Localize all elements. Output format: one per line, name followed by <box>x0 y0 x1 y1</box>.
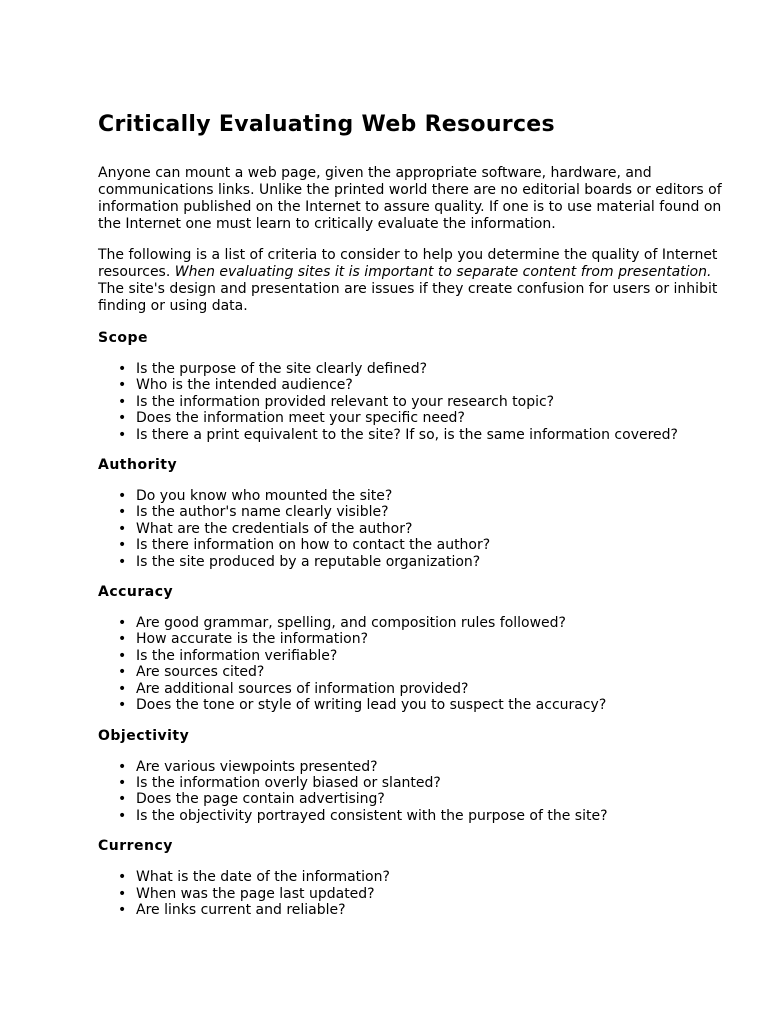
list-item: • Does the tone or style of writing lead you to suspect the accuracy? <box>98 697 738 713</box>
list-item: • Is the objectivity portrayed consistent with the purpose of the site? <box>98 808 738 824</box>
section-heading-authority: Authority <box>98 457 178 474</box>
list-item: • Does the information meet your specific need? <box>98 410 738 426</box>
list-item: • Are various viewpoints presented? <box>98 759 738 775</box>
section-heading-currency: Currency <box>98 838 173 855</box>
section-heading-scope: Scope <box>98 330 149 346</box>
list-item: • Are additional sources of information provided? <box>98 681 738 697</box>
list-item: • Is there information on how to contact the author? <box>98 537 738 553</box>
list-item: • Do you know who mounted the site? <box>98 488 738 504</box>
scope-list <box>98 361 738 443</box>
list-item: • What are the credentials of the author? <box>98 521 738 537</box>
list-item: • Are sources cited? <box>98 664 738 680</box>
list-item: • Are good grammar, spelling, and composition rules followed? <box>98 615 738 631</box>
list-item: • Is the information overly biased or slanted? <box>98 775 738 791</box>
criteria-emphasis: When evaluating sites it is important to separate content from presentation. <box>174 264 712 280</box>
list-item: • Is the purpose of the site clearly defined? <box>98 361 738 377</box>
objectivity-list <box>98 759 738 825</box>
page-title: Critically Evaluating Web Resources <box>98 112 555 137</box>
list-item: • Is the author's name clearly visible? <box>98 504 738 520</box>
list-item: • Is the information provided relevant to your research topic? <box>98 394 738 410</box>
criteria-lead: The following is a list of criteria to consider to help you determine the quality of Internet resources. <box>98 247 718 280</box>
authority-list <box>98 488 738 570</box>
criteria-tail: The site's design and presentation are issues if they create confusion for users or inhibit finding or using data. <box>98 281 718 314</box>
document-page <box>98 111 738 931</box>
intro-paragraph: Anyone can mount a web page, given the appropriate software, hardware, and communications links. Unlike the printed world there are no editorial boards or editors of information published on the Internet to assure quality. If one is to use material found on the Internet one must learn to critically evaluate the information. <box>98 165 722 232</box>
list-item: • Are links current and reliable? <box>98 902 738 918</box>
criteria-paragraph <box>98 247 738 315</box>
list-item: • What is the date of the information? <box>98 869 738 885</box>
list-item: • How accurate is the information? <box>98 631 738 647</box>
list-item: • Is there a print equivalent to the site? If so, is the same information covered? <box>98 427 738 443</box>
currency-list <box>98 869 738 918</box>
accuracy-list <box>98 615 738 713</box>
list-item: • When was the page last updated? <box>98 886 738 902</box>
list-item: • Is the site produced by a reputable organization? <box>98 554 738 570</box>
list-item: • Is the information verifiable? <box>98 648 738 664</box>
list-item: • Who is the intended audience? <box>98 377 738 393</box>
list-item: • Does the page contain advertising? <box>98 791 738 807</box>
section-heading-accuracy: Accuracy <box>98 584 174 601</box>
section-heading-objectivity: Objectivity <box>98 727 190 744</box>
